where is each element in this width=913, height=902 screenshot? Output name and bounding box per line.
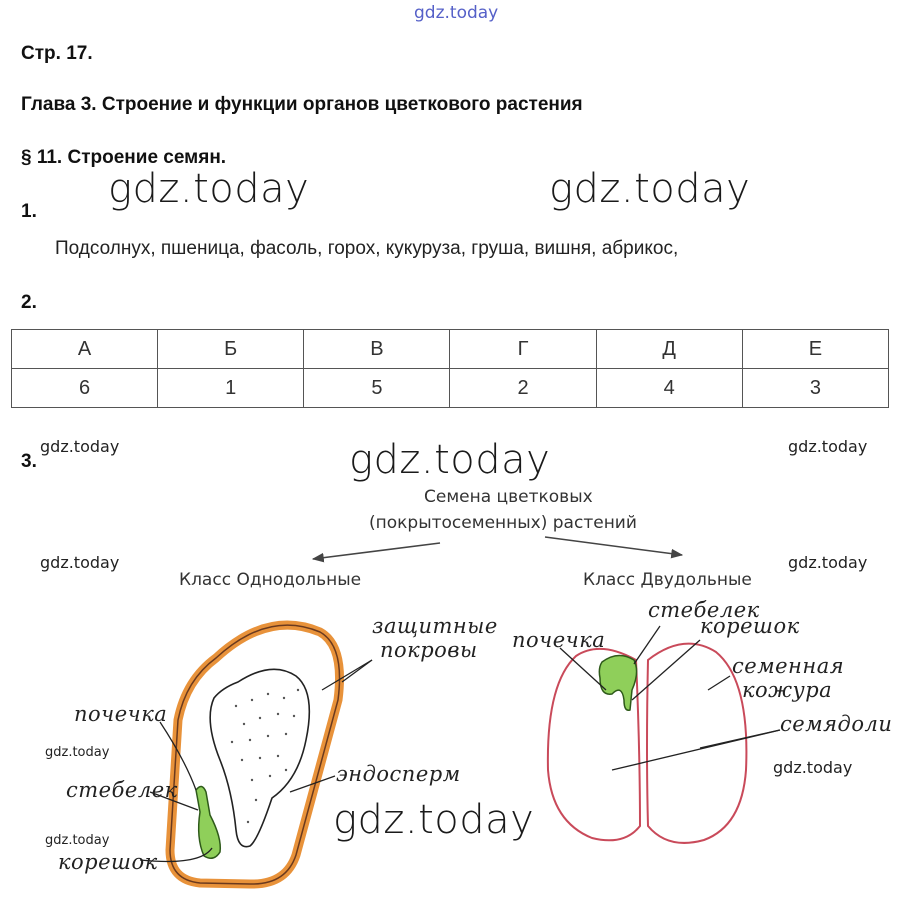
label-endosperm: эндосперм <box>336 762 461 786</box>
watermark-small: gdz.today <box>40 553 120 572</box>
label-bud: почечка <box>512 628 606 652</box>
scheme-title: Семена цветковых <box>424 487 593 507</box>
pointer-coat <box>708 676 730 690</box>
page-ref: Стр. 17. <box>21 43 93 64</box>
table-cell: 6 <box>12 369 158 408</box>
watermark-small: gdz.today <box>45 745 110 760</box>
pointer-stem <box>634 626 660 664</box>
watermark-small: gdz.today <box>788 437 868 456</box>
table-cell: 4 <box>596 369 742 408</box>
class-dicot-label: Класс Двудольные <box>583 570 752 590</box>
label-stem: стебелек <box>648 598 760 622</box>
pointer-cotyledons <box>700 730 780 748</box>
pointer-covers <box>342 660 372 682</box>
table-cell: 2 <box>450 369 596 408</box>
arrow-left <box>313 543 440 559</box>
task-number: 1. <box>21 201 37 222</box>
label-root: корешок <box>700 614 800 638</box>
monocot-seed <box>140 625 372 884</box>
label-stem: стебелек <box>66 778 178 802</box>
table-header-cell: Г <box>450 330 596 369</box>
watermark-small: gdz.today <box>45 833 110 848</box>
label-covers: защитные <box>372 614 498 638</box>
watermark-small: gdz.today <box>773 758 853 777</box>
watermark-top: gdz.today <box>414 3 499 23</box>
watermark-big: gdz.today <box>349 437 551 483</box>
arrow-right <box>545 537 682 555</box>
label-covers: покровы <box>380 638 478 662</box>
table-cell: 1 <box>158 369 304 408</box>
table-header-cell: Д <box>596 330 742 369</box>
class-monocot-label: Класс Однодольные <box>179 570 362 590</box>
scheme-subtitle: (покрытосеменных) растений <box>369 513 637 533</box>
table-header-cell: В <box>304 330 450 369</box>
label-coat: кожура <box>742 678 833 702</box>
watermark-small: gdz.today <box>40 437 120 456</box>
section-title: § 11. Строение семян. <box>21 147 227 168</box>
table-cell: 5 <box>304 369 450 408</box>
task1-answer: Подсолнух, пшеница, фасоль, горох, кукуруза, груша, вишня, абрикос, <box>55 238 679 259</box>
table-header-cell: Б <box>158 330 304 369</box>
task-number: 2. <box>21 292 37 313</box>
table-header-cell: А <box>12 330 158 369</box>
watermark-big: gdz.today <box>549 166 751 212</box>
monocot-embryo <box>196 786 220 858</box>
pointer-covers <box>322 660 372 690</box>
table-cell: 3 <box>742 369 888 408</box>
label-bud: почечка <box>74 702 168 726</box>
watermark-big: gdz.today <box>333 797 535 843</box>
label-coat: семенная <box>732 654 845 678</box>
chapter-title: Глава 3. Строение и функции органов цветкового растения <box>21 94 583 115</box>
table-header-cell: Е <box>742 330 888 369</box>
task-number: 3. <box>21 451 37 472</box>
label-root: корешок <box>58 850 158 874</box>
label-cotyledons: семядоли <box>780 712 893 736</box>
dicot-embryo <box>599 655 636 710</box>
watermark-small: gdz.today <box>788 553 868 572</box>
watermark-big: gdz.today <box>108 166 310 212</box>
